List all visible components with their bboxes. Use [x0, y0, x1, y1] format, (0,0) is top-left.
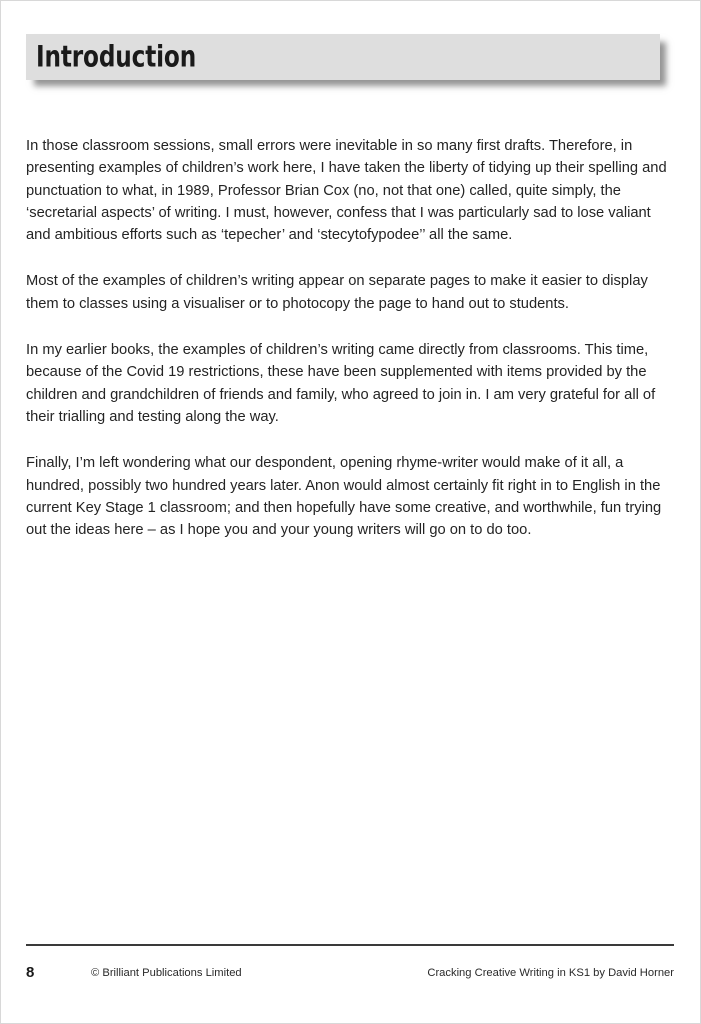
page-title: Introduction	[36, 39, 197, 74]
footer-copyright: © Brilliant Publications Limited	[91, 967, 242, 979]
section-header-banner	[26, 34, 660, 80]
body-paragraph: Finally, I’m left wondering what our despondent, opening rhyme-writer would make of it all, a hundred, possibly two hundred years later. Anon would almost certainly fit right in to English in the current Key Stage 1 classroom; and then hopefully have some creative, and worthwhile, fun trying out the ideas here – as I hope you and your young writers will go on to do too.	[26, 455, 662, 539]
page-footer	[26, 964, 674, 986]
body-paragraph: In those classroom sessions, small errors were inevitable in so many first drafts. Therefore, in presenting examples of children’s work here, I have taken the liberty of tidying up their spelling and punctuation to what, in 1989, Professor Brian Cox (no, not that one) called, quite simply, the ‘secretarial aspects’ of writing. I must, however, confess that I was particularly sad to lose valiant and ambitious efforts such as ‘tepecher’ and ‘stecytofypodee’’ all the same.	[26, 138, 667, 244]
footer-divider	[26, 944, 674, 946]
body-paragraph: In my earlier books, the examples of children’s writing came directly from classrooms. This time, because of the Covid 19 restrictions, these have been supplemented with items provided by the children and grandchildren of friends and family, who agreed to join in. I am very grateful for all of their trialling and testing along the way.	[26, 342, 656, 425]
footer-book-title: Cracking Creative Writing in KS1 by David Horner	[427, 967, 674, 979]
body-paragraph: Most of the examples of children’s writing appear on separate pages to make it easier to display them to classes using a visualiser or to photocopy the page to hand out to students.	[26, 273, 648, 312]
body-content	[26, 135, 674, 541]
footer-page-number: 8	[26, 964, 35, 981]
